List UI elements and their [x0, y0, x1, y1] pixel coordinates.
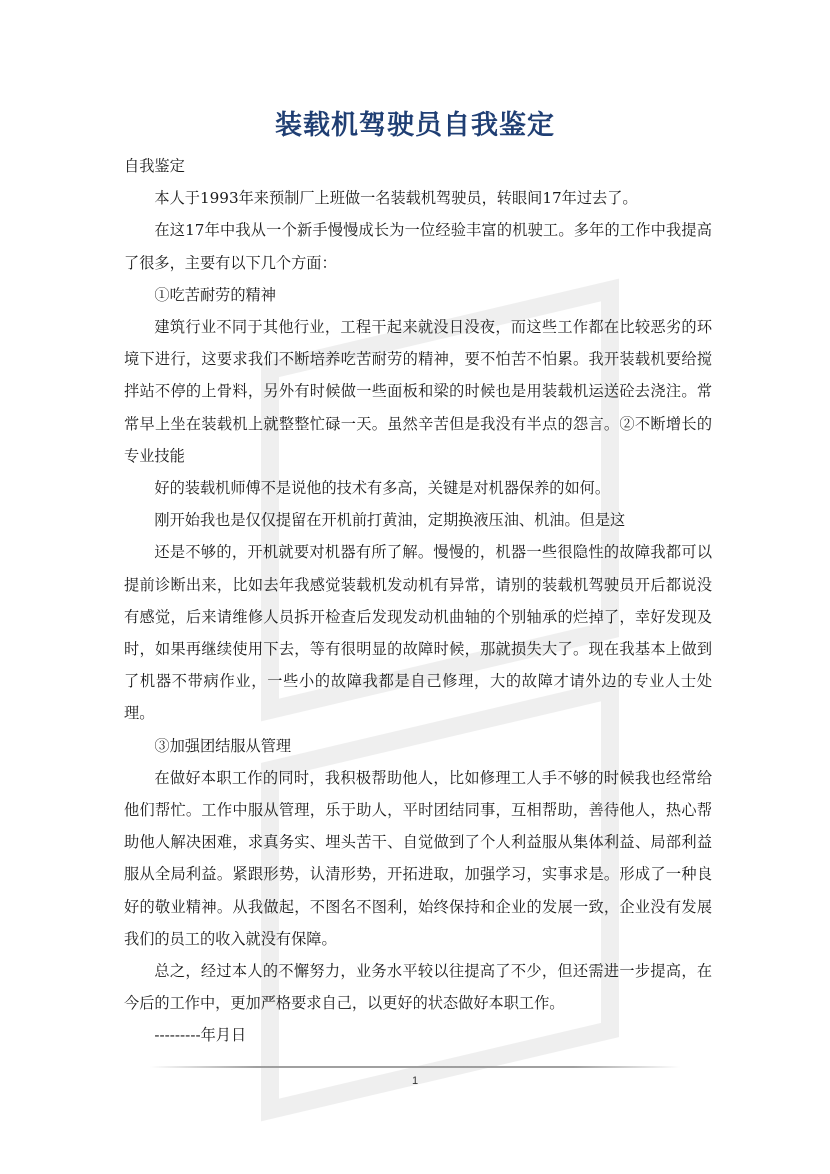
- footer-divider: [150, 1066, 680, 1068]
- paragraph-growth: 在这17年中我从一个新手慢慢成长为一位经验丰富的机驶工。多年的工作中我提高了很多，主要有以下几个方面：: [124, 221, 712, 272]
- heading-hard-work: ①吃苦耐劳的精神: [154, 285, 276, 304]
- paragraph-beginning: 刚开始我也是仅仅提留在开机前打黄油，定期换液压油、机油。但是这: [154, 511, 626, 530]
- page-number: 1: [411, 1075, 419, 1087]
- document-title: 装载机驾驶员自我鉴定: [275, 110, 555, 141]
- paragraph-diagnosis: 还是不够的，开机就要对机器有所了解。慢慢的，机器一些很隐性的故障我都可以提前诊断出来，比如去年我感觉装载机发动机有异常，请别的装载机驾驶员开后都说没有感觉，后来请维修人员拆开检查后发现发动机曲轴的个别轴承的烂掉了，幸好发现及时，如果再继续使用下去，等有很明显的故障时候，那就损失大了。现在我基本上做到了机器不带病作业，一些小的故障我都是自己修理，大的故障才请外边的专业人士处理。: [124, 543, 712, 723]
- section-heading-self-assessment: 自我鉴定: [124, 157, 185, 175]
- heading-teamwork: ③加强团结服从管理: [154, 736, 292, 755]
- paragraph-maintenance-key: 好的装载机师傅不是说他的技术有多高，关键是对机器保养的如何。: [154, 479, 611, 498]
- signature-date-line: ---------年月日: [154, 1026, 247, 1045]
- paragraph-conclusion: 总之，经过本人的不懈努力，业务水平较以往提高了不少，但还需进一步提高，在今后的工作中，更加严格要求自己，以更好的状态做好本职工作。: [124, 962, 712, 1013]
- paragraph-intro: 本人于1993年来预制厂上班做一名装载机驾驶员，转眼间17年过去了。: [154, 189, 638, 208]
- document-body: [124, 150, 712, 1052]
- paragraph-hard-work: 建筑行业不同于其他行业，工程干起来就没日没夜，而这些工作都在比较恶劣的环境下进行，这要求我们不断培养吃苦耐劳的精神，要不怕苦不怕累。我开装载机要给搅拌站不停的上骨料，另外有时候做一些面板和梁的时候也是用装载机运送砼去浇注。常常早上坐在装载机上就整整忙碌一天。虽然辛苦但是我没有半点的怨言。②不断增长的专业技能: [124, 318, 712, 465]
- paragraph-teamwork: 在做好本职工作的同时，我积极帮助他人，比如修理工人手不够的时候我也经常给他们帮忙。工作中服从管理，乐于助人，平时团结同事，互相帮助，善待他人，热心帮助他人解决困难，求真务实、埋头苦干、自觉做到了个人利益服从集体利益、局部利益服从全局利益。紧跟形势，认清形势，开拓进取，加强学习，实事求是。形成了一种良好的敬业精神。从我做起，不图名不图利，始终保持和企业的发展一致，企业没有发展我们的员工的收入就没有保障。: [124, 768, 712, 948]
